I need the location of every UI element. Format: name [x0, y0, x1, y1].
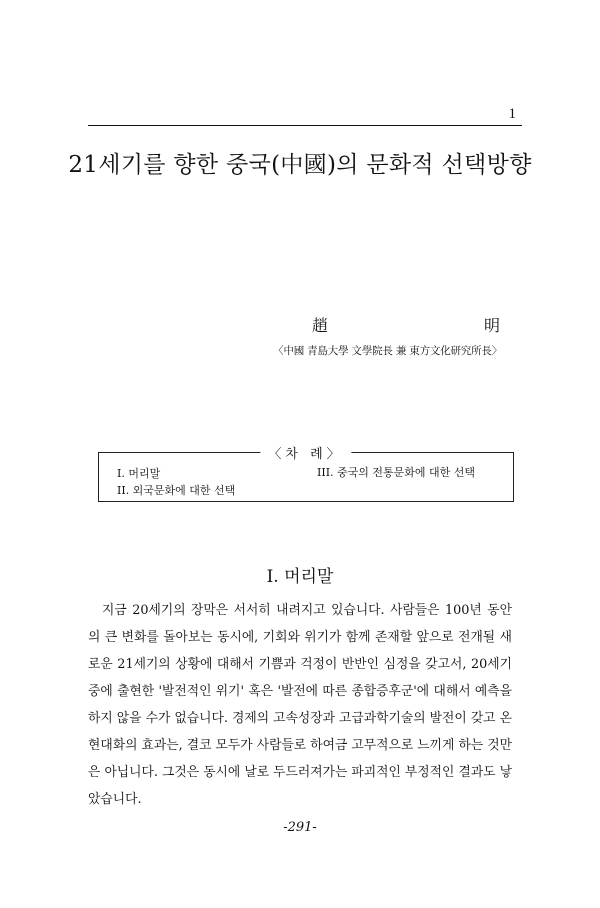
- toc-heading: 〈차 례〉: [260, 443, 351, 462]
- toc-item: I. 머리말: [117, 467, 161, 480]
- toc-item: III. 중국의 전통문화에 대한 선택: [317, 466, 476, 479]
- header-rule: [88, 125, 522, 126]
- page-number: -291-: [283, 820, 317, 835]
- author-name: [312, 313, 500, 336]
- toc-item: II. 외국문화에 대한 선택: [117, 484, 236, 497]
- body-text: [88, 597, 512, 813]
- article-title: 21세기를 향한 중국(中國)의 문화적 선택방향: [68, 152, 532, 178]
- author-name-first: 趙: [312, 316, 329, 335]
- body-paragraph: 지금 20세기의 장막은 서서히 내려지고 있습니다. 사람들은 100년 동안의 큰 변화를 돌아보는 동시에, 기회와 위기가 함께 존재할 앞으로 전개될 새로운 21세기의 상황에 대해서 기쁨과 걱정이 반반인 심정을 갖고서, 20세기 중에 출현한 '발전적인 위기' 혹은 '발전에 따른 종합증후군'에 대해서 예측을 하지 않을 수가 없습니다. 경제의 고속성장과 고급과학기술의 발전이 갖고 온 현대화의 효과는, 결코 모두가 사람들로 하여금 고무적으로 느끼게 하는 것만은 아닙니다. 그것은 동시에 날로 두드러져가는 파괴적인 부정적인 결과도 낳았습니다.: [88, 603, 512, 807]
- section-heading: I. 머리말: [266, 567, 334, 587]
- author-name-last: 明: [483, 316, 500, 335]
- chapter-number: 1: [508, 106, 516, 122]
- table-of-contents: [98, 447, 514, 502]
- author-affiliation: 〈中國 青島大學 文學院長 兼 東方文化研究所長〉: [273, 345, 502, 357]
